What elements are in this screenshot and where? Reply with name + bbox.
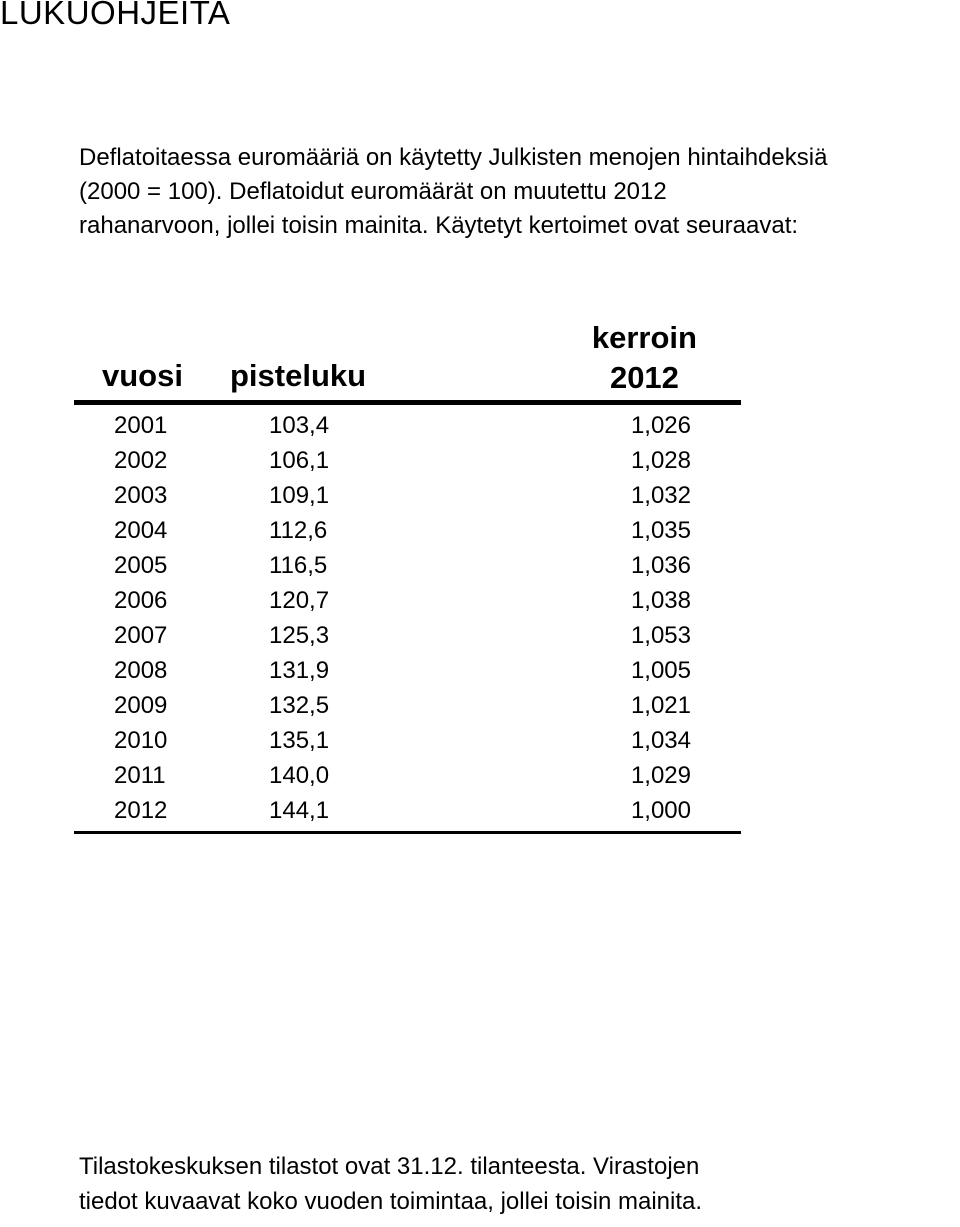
cell-points: 106,1 [269,447,330,474]
cell-points: 120,7 [269,587,330,614]
cell-year: 2012 [114,797,168,824]
cell-year: 2010 [114,727,168,754]
cell-coefficient: 1,036 [630,552,691,579]
table-row [74,549,741,584]
cell-points: 109,1 [269,482,330,509]
cell-year: 2006 [114,587,168,614]
table-row [74,759,741,794]
header-coefficient-label: kerroin [591,320,697,355]
table-header [74,318,741,405]
cell-points: 144,1 [269,797,330,824]
cell-coefficient: 1,000 [630,797,691,824]
table-row [74,584,741,619]
cell-coefficient: 1,035 [630,517,691,544]
cell-points: 135,1 [269,727,330,754]
header-year: vuosi [102,358,183,393]
intro-line: Deflatoitaessa euromääriä on käytetty Julkisten menojen hintaihdeksiä [79,144,828,171]
header-coefficient [592,318,697,398]
cell-points: 116,5 [269,552,328,579]
table-row [74,689,741,724]
cell-points: 140,0 [269,762,330,789]
intro-line: rahanarvoon, jollei toisin mainita. Käytetyt kertoimet ovat seuraavat: [79,212,799,239]
cell-year: 2007 [114,622,168,649]
cell-coefficient: 1,026 [630,412,691,439]
cell-year: 2008 [114,657,168,684]
cell-year: 2009 [114,692,168,719]
footer-line: Tilastokeskuksen tilastot ovat 31.12. tilanteesta. Virastojen [79,1153,700,1180]
cell-points: 125,3 [269,622,330,649]
intro-paragraph [79,141,827,243]
table-row [74,654,741,689]
cell-coefficient: 1,032 [630,482,691,509]
intro-line: (2000 = 100). Deflatoidut euromäärät on muutettu 2012 [79,178,667,205]
cell-points: 132,5 [269,692,330,719]
coefficient-table [74,318,741,834]
cell-points: 112,6 [269,517,328,544]
table-row [74,619,741,654]
table-row [74,409,741,444]
table-body [74,405,741,834]
cell-year: 2002 [114,447,168,474]
cell-year: 2003 [114,482,168,509]
footer-note [79,1149,702,1219]
cell-coefficient: 1,028 [630,447,691,474]
cell-coefficient: 1,005 [630,657,691,684]
cell-coefficient: 1,021 [630,692,691,719]
cell-year: 2001 [114,412,168,439]
table-row [74,514,741,549]
cell-points: 103,4 [269,412,330,439]
footer-line: tiedot kuvaavat koko vuoden toimintaa, jollei toisin mainita. [79,1188,703,1215]
table-row [74,479,741,514]
cell-year: 2004 [114,517,168,544]
cell-year: 2011 [114,762,166,789]
cell-coefficient: 1,029 [630,762,691,789]
cell-year: 2005 [114,552,168,579]
table-row [74,794,741,829]
cell-coefficient: 1,038 [630,587,691,614]
table-row [74,444,741,479]
cell-coefficient: 1,053 [630,622,691,649]
cell-coefficient: 1,034 [630,727,691,754]
page-title: LUKUOHJEITA [0,0,231,31]
header-points: pisteluku [230,358,367,393]
cell-points: 131,9 [269,657,330,684]
header-coefficient-year: 2012 [609,360,679,395]
table-row [74,724,741,759]
